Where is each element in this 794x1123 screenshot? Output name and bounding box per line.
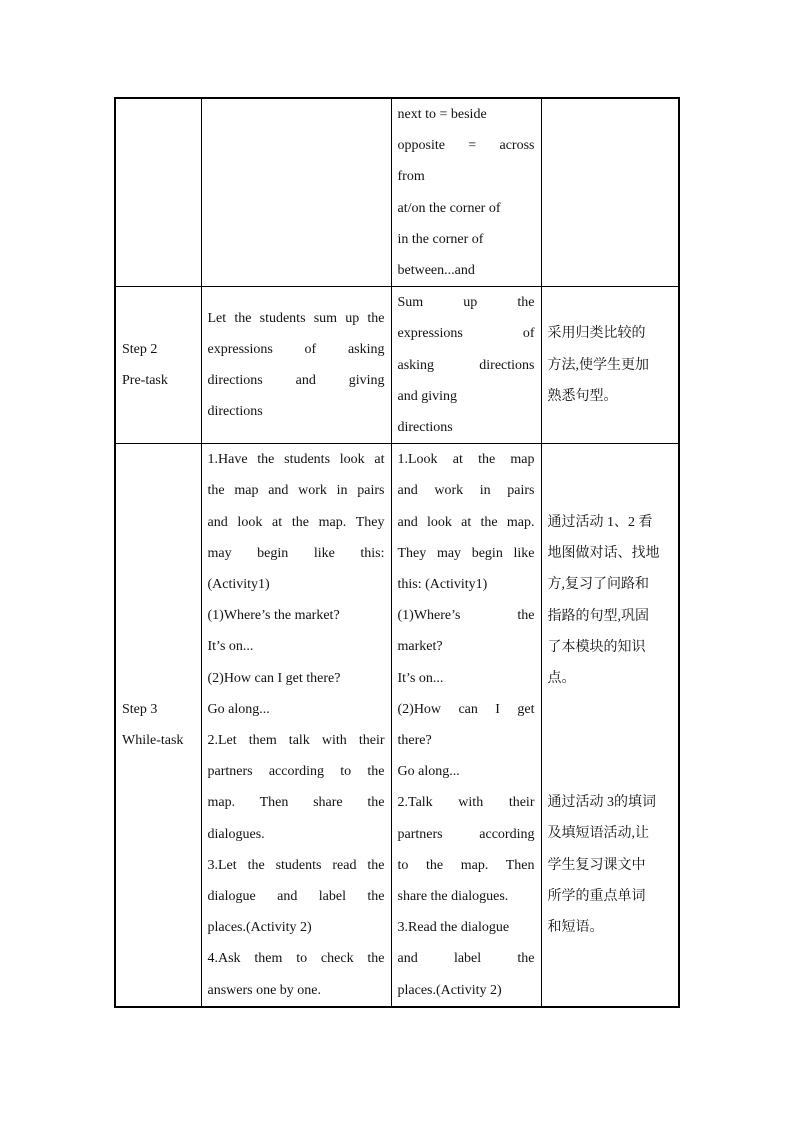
step-label: Step 3 <box>122 701 158 717</box>
spacer <box>548 694 673 787</box>
text-line: partners according to the <box>207 764 385 780</box>
purpose-cell <box>541 98 679 287</box>
table-row <box>115 98 679 287</box>
text-line: to the map. Then <box>397 857 535 873</box>
step-cell <box>115 287 201 444</box>
text-line: in the corner of <box>397 231 484 247</box>
text-line: and look at the map. They <box>207 514 385 530</box>
text-line: 所学的重点单词 <box>547 888 646 904</box>
step-cell <box>115 98 201 287</box>
text-line: dialogue and label the <box>207 889 385 905</box>
text-line: dialogues. <box>207 826 265 842</box>
text-line: 3.Read the dialogue <box>397 920 510 936</box>
text-line: 采用归类比较的 <box>547 326 646 342</box>
purpose-cell <box>541 444 679 1007</box>
text-line: and label the <box>397 951 535 967</box>
text-line: 方,复习了问路和 <box>547 577 649 593</box>
text-line: places.(Activity 2) <box>397 982 502 998</box>
text-line: from <box>397 169 425 185</box>
text-line: It’s on... <box>207 639 254 655</box>
text-line: may begin like this: <box>207 545 385 561</box>
text-line: 了本模块的知识 <box>547 639 646 655</box>
text-line: partners according <box>397 826 535 842</box>
text-line: (2)How can I get <box>397 701 535 717</box>
stage-label: While-task <box>122 733 184 749</box>
text-line: Go along... <box>397 764 460 780</box>
text-line: 2.Let them talk with their <box>207 733 385 749</box>
table-row <box>115 287 679 444</box>
text-line: 点。 <box>547 670 576 686</box>
text-line: (1)Where’s the market? <box>207 608 340 624</box>
text-line: (Activity1) <box>207 577 270 593</box>
table-row <box>115 444 679 1007</box>
student-activity-cell <box>391 444 541 1007</box>
text-line: expressions of asking <box>207 342 385 358</box>
teacher-activity-cell <box>201 287 391 444</box>
text-line: 4.Ask them to check the <box>207 951 385 967</box>
text-line: directions <box>207 404 263 420</box>
text-line: 和短语。 <box>547 919 604 935</box>
text-line: expressions of <box>397 326 535 342</box>
text-line: (2)How can I get there? <box>207 670 341 686</box>
text-line: 指路的句型,巩固 <box>547 608 649 624</box>
text-line: It’s on... <box>397 670 444 686</box>
text-line: 通过活动 1、2 看 <box>547 514 653 530</box>
teacher-activity-cell <box>201 98 391 287</box>
text-line: Go along... <box>207 701 270 717</box>
text-line: They may begin like <box>397 545 535 561</box>
text-line: between...and <box>397 263 475 279</box>
text-line: 1.Have the students look at <box>207 452 385 468</box>
text-line: opposite = across <box>397 138 535 154</box>
text-line: map. Then share the <box>207 795 385 811</box>
student-activity-cell <box>391 287 541 444</box>
text-line: this: (Activity1) <box>397 577 488 593</box>
text-line: 方法,使学生更加 <box>547 357 649 373</box>
text-line: places.(Activity 2) <box>207 920 312 936</box>
purpose-cell <box>541 287 679 444</box>
text-line: Let the students sum up the <box>207 310 385 326</box>
teacher-activity-cell <box>201 444 391 1007</box>
text-line: 通过活动 3的填词 <box>547 795 656 811</box>
text-line: 及填短语活动,让 <box>547 826 649 842</box>
text-line: 1.Look at the map <box>397 452 535 468</box>
text-line: and giving <box>397 388 457 404</box>
text-line: 熟悉句型。 <box>547 388 618 404</box>
text-line: (1)Where’s the <box>397 608 535 624</box>
text-line: market? <box>397 639 443 655</box>
text-line: 3.Let the students read the <box>207 857 385 873</box>
text-line: and work in pairs <box>397 483 535 499</box>
text-line: 学生复习课文中 <box>547 857 646 873</box>
text-line: share the dialogues. <box>397 889 509 905</box>
step-cell <box>115 444 201 1007</box>
text-line: next to = beside <box>397 107 487 122</box>
text-line: and look at the map. <box>397 514 535 530</box>
text-line: 2.Talk with their <box>397 795 535 811</box>
lesson-plan-table <box>114 97 680 1008</box>
text-line: directions and giving <box>207 373 385 389</box>
text-line: Sum up the <box>397 295 535 311</box>
student-activity-cell <box>391 98 541 287</box>
text-line: 地图做对话、找地 <box>547 546 660 562</box>
text-line: asking directions <box>397 357 535 373</box>
text-line: the map and work in pairs <box>207 483 385 499</box>
text-line: answers one by one. <box>207 982 322 998</box>
step-label: Step 2 <box>122 342 158 358</box>
text-line: directions <box>397 420 453 436</box>
text-line: at/on the corner of <box>397 200 501 216</box>
text-line: there? <box>397 733 432 749</box>
stage-label: Pre-task <box>122 373 168 389</box>
